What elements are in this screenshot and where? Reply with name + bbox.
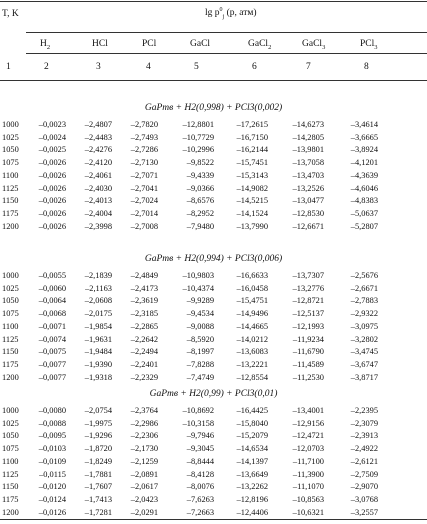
value-cell: –2,1259 [130, 456, 158, 466]
value-cell: –1,9631 [84, 334, 112, 344]
value-cell: –12,6671 [292, 221, 324, 231]
value-cell: –0,0064 [38, 296, 66, 306]
value-cell: –0,0026 [38, 183, 66, 193]
value-cell: –13,7058 [292, 158, 324, 168]
value-cell: –1,7413 [84, 494, 112, 504]
value-cell: –3,4614 [350, 120, 378, 129]
temperature-cell: 1100 [2, 456, 19, 466]
value-cell: –1,7281 [84, 507, 112, 517]
value-cell: –3,6747 [350, 359, 378, 369]
value-cell: –1,9484 [84, 347, 112, 357]
value-cell: –0,0023 [38, 120, 66, 129]
column-number: 2 [44, 62, 49, 72]
value-cell: –0,0068 [38, 309, 66, 319]
value-cell: –2,3619 [130, 296, 158, 306]
lg-label: lg p [205, 8, 220, 19]
value-cell: –4,6046 [350, 183, 378, 193]
value-cell: –2,4849 [130, 271, 158, 280]
value-cell: –3,6665 [350, 132, 378, 142]
value-cell: –2,2306 [130, 431, 158, 441]
value-cell: –12,8554 [236, 372, 268, 382]
value-cell: –0,0074 [38, 334, 66, 344]
temperature-cell: 1050 [2, 145, 19, 155]
value-cell: –15,4751 [236, 296, 268, 306]
value-cell: –0,0115 [39, 469, 66, 479]
value-cell: –2,2395 [350, 406, 378, 415]
temperature-header: T, K [2, 9, 19, 19]
value-cell: –0,0124 [38, 494, 66, 504]
value-cell: –11,2530 [292, 372, 324, 382]
value-cell: –15,8040 [236, 418, 268, 428]
header-mid-rule [26, 32, 427, 33]
value-cell: –2,2401 [130, 359, 158, 369]
temperature-cell: 1150 [2, 196, 19, 206]
column-number: 3 [96, 62, 101, 72]
value-cell: –11,9234 [292, 334, 324, 344]
value-cell: –12,8721 [292, 296, 324, 306]
value-cell: –3,2802 [350, 334, 378, 344]
value-cell: –12,1993 [292, 321, 324, 331]
value-cell: –2,9322 [350, 309, 378, 319]
temperature-cell: 1100 [2, 170, 19, 180]
value-cell: –2,0175 [84, 309, 112, 319]
value-cell: –5,0637 [350, 208, 378, 218]
value-cell: –13,6083 [236, 347, 268, 357]
header-rule-numbers [0, 80, 427, 81]
value-cell: –2,7286 [130, 145, 158, 155]
value-cell: –13,7307 [292, 271, 324, 280]
value-cell: –2,2986 [130, 418, 158, 428]
value-cell: –9,4534 [186, 309, 214, 319]
value-cell: –11,6790 [292, 347, 324, 357]
value-cell: –11,4589 [292, 359, 324, 369]
value-cell: –0,0026 [38, 208, 66, 218]
value-cell: –12,0703 [292, 444, 324, 454]
value-cell: –7,6263 [186, 494, 214, 504]
value-cell: –1,8249 [84, 456, 112, 466]
temperature-cell: 1025 [2, 132, 19, 142]
value-cell: –2,3998 [84, 221, 112, 231]
temperature-cell: 1000 [2, 406, 19, 415]
value-cell: –14,6534 [236, 444, 268, 454]
value-cell: –3,0768 [350, 494, 378, 504]
value-cell: –15,7451 [236, 158, 268, 168]
value-cell: –9,3045 [186, 444, 214, 454]
value-cell: –1,8720 [84, 444, 112, 454]
temperature-cell: 1050 [2, 296, 19, 306]
value-cell: –15,2079 [236, 431, 268, 441]
value-cell: –2,3913 [350, 431, 378, 441]
temperature-cell: 1175 [2, 208, 19, 218]
value-cell: –2,6121 [350, 456, 378, 466]
column-number: 6 [252, 62, 257, 72]
value-cell: –16,4425 [236, 406, 268, 415]
unit-label: (p, атм) [226, 8, 257, 19]
value-cell: –2,7014 [130, 208, 158, 218]
section-title: GaPтв + H2(0,998) + PCl3(0,002) [144, 103, 283, 113]
temperature-cell: 1125 [2, 469, 19, 479]
column-header: PCl$_3$ [360, 39, 378, 51]
value-cell: –3,4745 [350, 347, 378, 357]
value-cell: –10,2996 [182, 145, 214, 155]
value-cell: –12,9156 [292, 418, 324, 428]
value-cell: –3,2557 [350, 507, 378, 517]
lg-pressure-header [205, 7, 257, 20]
value-cell: –2,9070 [350, 482, 378, 492]
temperature-cell: 1000 [2, 120, 19, 129]
value-cell: –2,0891 [130, 469, 158, 479]
value-cell: –12,8196 [236, 494, 268, 504]
value-cell: –0,0077 [38, 359, 66, 369]
temperature-cell: 1025 [2, 283, 19, 293]
value-cell: –12,4721 [292, 431, 324, 441]
value-cell: –8,4128 [186, 469, 214, 479]
value-cell: –10,4374 [182, 283, 214, 293]
value-cell: –4,1201 [350, 158, 378, 168]
value-cell: –13,2262 [236, 482, 268, 492]
value-cell: –14,2805 [292, 132, 324, 142]
section-title: GaPтв + H2(0,994) + PCl3(0,006) [144, 254, 283, 264]
value-cell: –11,1070 [292, 482, 324, 492]
value-cell: –16,2144 [236, 145, 268, 155]
value-cell: –0,0026 [38, 170, 66, 180]
value-cell: –3,0975 [350, 321, 378, 331]
value-cell: –14,1524 [236, 208, 268, 218]
value-cell: –8,2952 [186, 208, 214, 218]
header-bottom-rule [26, 53, 427, 54]
value-cell: –14,5215 [236, 196, 268, 206]
temperature-cell: 1200 [2, 221, 19, 231]
column-number: 4 [146, 62, 151, 72]
value-cell: –0,0095 [38, 431, 66, 441]
value-cell: –2,1730 [130, 444, 158, 454]
value-cell: –13,7990 [236, 221, 268, 231]
temperature-cell: 1000 [2, 271, 19, 280]
value-cell: –2,6671 [350, 283, 378, 293]
section-title: GaPтв + H2(0,99) + PCl3(0,01) [149, 389, 278, 399]
value-cell: –1,9390 [84, 359, 112, 369]
value-cell: –13,4001 [292, 406, 324, 415]
value-cell: –0,0024 [38, 132, 66, 142]
column-header: HCl [92, 39, 108, 49]
value-cell: –0,0025 [38, 145, 66, 155]
value-cell: –1,9854 [84, 321, 112, 331]
value-cell: –10,7729 [182, 132, 214, 142]
value-cell: –4,3639 [350, 170, 378, 180]
value-cell: –2,7493 [130, 132, 158, 142]
temperature-cell: 1100 [2, 321, 19, 331]
value-cell: –2,1163 [85, 283, 112, 293]
value-cell: –2,4030 [84, 183, 112, 193]
value-cell: –12,4406 [236, 507, 268, 517]
temperature-cell: 1125 [2, 334, 19, 344]
value-cell: –11,3900 [292, 469, 324, 479]
value-cell: –0,0071 [38, 321, 66, 331]
value-cell: –10,3158 [182, 418, 214, 428]
temperature-cell: 1075 [2, 444, 19, 454]
temperature-cell: 1200 [2, 372, 19, 382]
value-cell: –2,4061 [84, 170, 112, 180]
value-cell: –2,3764 [130, 406, 158, 415]
value-cell: –8,5920 [186, 334, 214, 344]
column-number: 5 [194, 62, 199, 72]
value-cell: –2,3079 [350, 418, 378, 428]
value-cell: –1,9975 [84, 418, 112, 428]
value-cell: –0,0109 [38, 456, 66, 466]
table-top-rule [0, 1, 427, 2]
value-cell: –13,6649 [236, 469, 268, 479]
value-cell: –14,9082 [236, 183, 268, 193]
value-cell: –10,8692 [182, 406, 214, 415]
column-number: 8 [364, 62, 369, 72]
value-cell: –2,0608 [84, 296, 112, 306]
value-cell: –3,8924 [350, 145, 378, 155]
table-bottom-rule [0, 519, 427, 520]
value-cell: –14,6273 [292, 120, 324, 129]
value-cell: –8,6576 [186, 196, 214, 206]
value-cell: –17,2615 [236, 120, 268, 129]
value-cell: –9,4339 [186, 170, 214, 180]
value-cell: –2,0291 [130, 507, 158, 517]
value-cell: –10,6321 [292, 507, 324, 517]
value-cell: –10,9803 [182, 271, 214, 280]
temperature-cell: 1050 [2, 431, 19, 441]
value-cell: –0,0026 [38, 158, 66, 168]
value-cell: –16,0458 [236, 283, 268, 293]
value-cell: –0,0026 [38, 221, 66, 231]
value-cell: –2,7041 [130, 183, 158, 193]
temperature-cell: 1175 [2, 494, 19, 504]
value-cell: –2,0754 [84, 406, 112, 415]
value-cell: –14,9496 [236, 309, 268, 319]
value-cell: –9,0088 [186, 321, 214, 331]
value-cell: –2,4173 [130, 283, 158, 293]
value-cell: –1,9296 [84, 431, 112, 441]
value-cell: –0,0026 [38, 196, 66, 206]
column-header: GaCl$_3$ [302, 39, 326, 51]
value-cell: –2,2865 [130, 321, 158, 331]
value-cell: –13,2221 [236, 359, 268, 369]
value-cell: –7,4749 [186, 372, 214, 382]
temperature-cell: 1075 [2, 309, 19, 319]
value-cell: –0,0080 [38, 406, 66, 415]
value-cell: –2,0617 [130, 482, 158, 492]
value-cell: –0,0075 [38, 347, 66, 357]
value-cell: –0,0077 [38, 372, 66, 382]
value-cell: –0,0055 [38, 271, 66, 280]
value-cell: –12,5137 [292, 309, 324, 319]
value-cell: –0,0120 [38, 482, 66, 492]
value-cell: –2,4004 [84, 208, 112, 218]
value-cell: –2,4483 [84, 132, 112, 142]
value-cell: –12,8801 [182, 120, 214, 129]
column-number: 7 [306, 62, 311, 72]
temperature-cell: 1175 [2, 359, 19, 369]
value-cell: –2,2642 [130, 334, 158, 344]
value-cell: –2,7071 [130, 170, 158, 180]
value-cell: –14,0212 [236, 334, 268, 344]
column-header: GaCl [190, 39, 211, 49]
value-cell: –1,7881 [84, 469, 112, 479]
value-cell: –13,2526 [292, 183, 324, 193]
column-header: GaCl$_2$ [248, 39, 272, 51]
value-cell: –2,4922 [350, 444, 378, 454]
temperature-cell: 1200 [2, 507, 19, 517]
temperature-cell: 1125 [2, 183, 19, 193]
value-cell: –4,8383 [350, 196, 378, 206]
value-cell: –2,7130 [130, 158, 158, 168]
value-cell: –0,0126 [38, 507, 66, 517]
value-cell: –3,8717 [350, 372, 378, 382]
temperature-cell: 1025 [2, 418, 19, 428]
value-cell: –2,1839 [84, 271, 112, 280]
value-cell: –8,1997 [186, 347, 214, 357]
value-cell: –13,0477 [292, 196, 324, 206]
value-cell: –13,4703 [292, 170, 324, 180]
value-cell: –2,0423 [130, 494, 158, 504]
value-cell: –14,4665 [236, 321, 268, 331]
temperature-cell: 1150 [2, 347, 19, 357]
value-cell: –2,2494 [130, 347, 158, 357]
value-cell: –2,7820 [130, 120, 158, 129]
value-cell: –0,0060 [38, 283, 66, 293]
value-cell: –9,8522 [186, 158, 214, 168]
value-cell: –16,7150 [236, 132, 268, 142]
value-cell: –8,0076 [186, 482, 214, 492]
value-cell: –2,5676 [350, 271, 378, 280]
value-cell: –8,8444 [186, 456, 214, 466]
value-cell: –2,4013 [84, 196, 112, 206]
value-cell: –2,4807 [84, 120, 112, 129]
value-cell: –1,9318 [84, 372, 112, 382]
value-cell: –15,3143 [236, 170, 268, 180]
value-cell: –16,6633 [236, 271, 268, 280]
lg-sub: j [222, 14, 225, 21]
value-cell: –1,7607 [84, 482, 112, 492]
value-cell: –0,0103 [38, 444, 66, 454]
value-cell: –2,7008 [130, 221, 158, 231]
value-cell: –2,4120 [84, 158, 112, 168]
value-cell: –9,7946 [186, 431, 214, 441]
value-cell: –2,4276 [84, 145, 112, 155]
lg-sup: 0 [219, 7, 223, 13]
value-cell: –2,7509 [350, 469, 378, 479]
value-cell: –2,2329 [130, 372, 158, 382]
value-cell: –2,7024 [130, 196, 158, 206]
value-cell: –13,9801 [292, 145, 324, 155]
value-cell: –11,7100 [292, 456, 324, 466]
column-header: $H_2$ [40, 39, 51, 51]
column-header: PCl [142, 39, 157, 49]
value-cell: –5,2807 [350, 221, 378, 231]
value-cell: –2,3185 [130, 309, 158, 319]
value-cell: –0,0088 [38, 418, 66, 428]
value-cell: –14,1397 [236, 456, 268, 466]
temperature-cell: 1150 [2, 482, 19, 492]
value-cell: –9,9289 [186, 296, 214, 306]
value-cell: –13,2776 [292, 283, 324, 293]
value-cell: –12,8530 [292, 208, 324, 218]
value-cell: –10,8563 [292, 494, 324, 504]
value-cell: –2,7883 [350, 296, 378, 306]
value-cell: –9,0366 [186, 183, 214, 193]
value-cell: –7,8288 [186, 359, 214, 369]
temperature-cell: 1075 [2, 158, 19, 168]
value-cell: –7,2663 [186, 507, 214, 517]
column-number: 1 [6, 62, 11, 72]
value-cell: –7,9480 [186, 221, 214, 231]
